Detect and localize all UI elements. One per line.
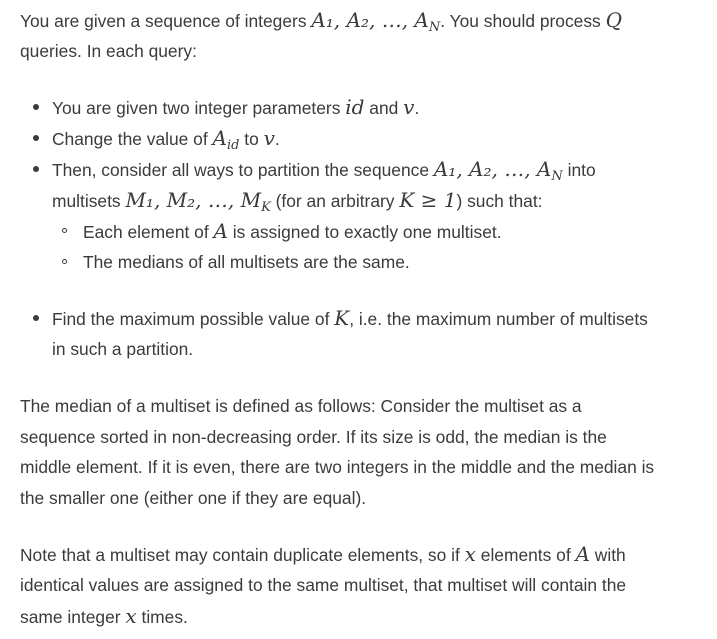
bullet-dot <box>33 315 39 321</box>
sub-bullet-2: The medians of all multisets are the same. <box>83 252 410 272</box>
note-para-line-1: Note that a multiset may contain duplicate elements, so if x elements of A with <box>20 542 626 566</box>
median-para-line-4: the smaller one (either one if they are equal). <box>20 488 367 508</box>
bullet-1: You are given two integer parameters id and v. <box>52 95 420 119</box>
bullet-dot <box>33 166 39 172</box>
bullet-dot <box>33 104 39 110</box>
sub-bullet-1: Each element of A is assigned to exactly one multiset. <box>83 219 502 243</box>
sequence-math: A₁, A₂, …, $A_N$ <box>311 8 441 35</box>
q-math: Q <box>605 8 622 32</box>
intro-text: You are given a sequence of integers <box>20 11 312 31</box>
sub-bullet-circle <box>62 228 67 233</box>
bullet-3-line-1: Then, consider all ways to partition the sequence A₁, A₂, …, $A_N$ into <box>52 157 596 184</box>
median-para-line-2: sequence sorted in non-decreasing order. If its size is odd, the median is the <box>20 427 607 447</box>
intro-line-2: queries. In each query: <box>20 41 197 61</box>
intro-line-1 <box>20 8 622 35</box>
sub-bullet-circle <box>62 259 67 264</box>
note-para-line-2: identical values are assigned to the same multiset, that multiset will contain the <box>20 575 627 595</box>
median-para-line-1: The median of a multiset is defined as follows: Consider the multiset as a <box>20 396 582 416</box>
note-para-line-3: same integer x times. <box>20 604 188 628</box>
bullet-2: Change the value of $A_{id}$ to v. <box>52 126 280 153</box>
bullet-4-line-2: in such a partition. <box>52 339 194 359</box>
bullet-3-line-2: multisets M₁, M₂, …, $M_K$ (for an arbitrary K ≥ 1) such that: <box>52 188 543 215</box>
bullet-4-line-1: Find the maximum possible value of K, i.e. the maximum number of multisets <box>52 306 648 330</box>
median-para-line-3: middle element. If it is even, there are two integers in the middle and the median is <box>20 457 655 477</box>
bullet-dot <box>33 135 39 141</box>
intro-text-mid: . You should process <box>440 11 606 31</box>
